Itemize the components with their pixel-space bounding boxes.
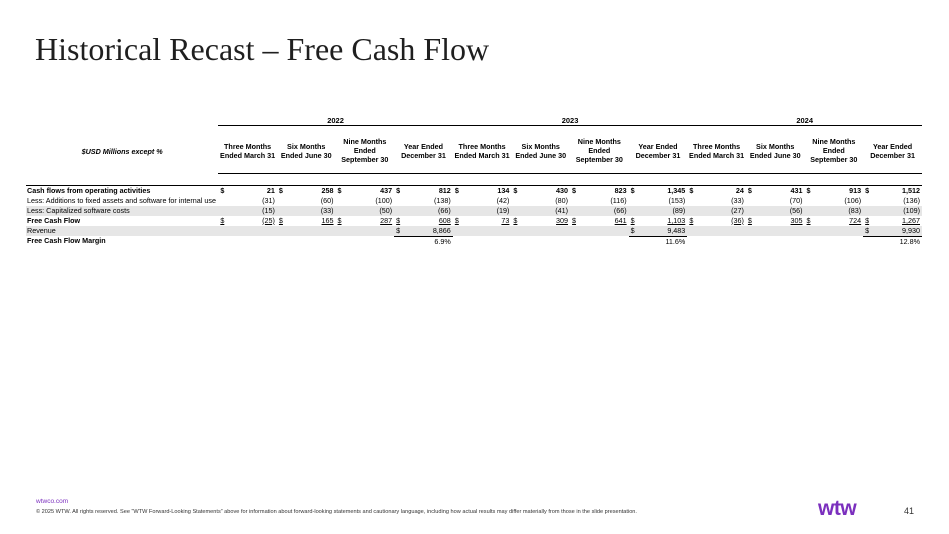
row-label: Cash flows from operating activities: [26, 185, 218, 196]
currency-symbol: $: [336, 185, 350, 196]
table-cell: (106): [844, 195, 862, 205]
currency-symbol: $: [865, 215, 870, 225]
table-cell: 287: [380, 215, 393, 225]
table-cell: 6.9%: [434, 236, 451, 246]
table-cell: 9,483: [643, 226, 687, 237]
table-row-cfo: [26, 185, 922, 196]
period-header: Six Months Ended June 30: [511, 129, 570, 173]
table-cell: 1,345: [643, 185, 687, 196]
table-cell: (100): [375, 195, 393, 205]
year-header-row: [26, 113, 922, 125]
table-cell: 134: [467, 185, 511, 196]
currency-symbol: $: [805, 185, 819, 196]
table-cell: 1,103: [667, 215, 686, 225]
table-cell: (25): [262, 215, 275, 225]
table-cell: 641: [614, 215, 627, 225]
table-cell: 24: [702, 185, 746, 196]
currency-symbol: $: [806, 215, 811, 225]
table-cell: 309: [556, 215, 569, 225]
table-cell: 9,930: [878, 226, 922, 237]
table-cell: 608: [438, 215, 451, 225]
page-title: Historical Recast – Free Cash Flow: [35, 31, 490, 67]
currency-symbol: $: [570, 185, 584, 196]
table-cell: 1,267: [902, 215, 920, 225]
currency-symbol: $: [220, 215, 225, 225]
table-cell: 823: [584, 185, 628, 196]
period-header: Year Ended December 31: [863, 129, 922, 173]
table-cell: 258: [291, 185, 335, 196]
currency-symbol: $: [572, 215, 577, 225]
row-label: Free Cash Flow Margin: [27, 236, 106, 246]
table-cell: 437: [350, 185, 394, 196]
footer-legal-text: © 2025 WTW. All rights reserved. See “WTW Forward-Looking Statements” above for information about forward-looking statements and cautionary language, including how actual results may differ materially from those in the slide presentation.: [36, 509, 637, 515]
row-label: Less: Additions to fixed assets and software for internal use: [27, 195, 216, 205]
table-cell: 724: [849, 215, 862, 225]
period-header-row: [26, 129, 922, 173]
table-cell: (153): [668, 195, 686, 205]
currency-symbol: $: [396, 215, 401, 225]
period-header: Nine Months Ended September 30: [336, 129, 395, 173]
table-cell: (80): [555, 195, 569, 205]
currency-symbol: $: [278, 215, 283, 225]
currency-symbol: $: [277, 185, 291, 196]
table-cell: 431: [760, 185, 804, 196]
year-header-2022: 2022: [218, 113, 453, 125]
table-row-capex: [26, 196, 922, 206]
table-cell: (19): [467, 206, 511, 216]
currency-symbol: $: [337, 215, 342, 225]
table-cell: (33): [291, 206, 335, 216]
table-cell: 73: [501, 215, 510, 225]
table-cell: (66): [409, 206, 453, 216]
currency-symbol: $: [218, 185, 232, 196]
table-cell: 12.8%: [899, 236, 920, 246]
free-cash-flow-table: [26, 113, 922, 247]
table-cell: (42): [496, 195, 510, 205]
currency-symbol: $: [747, 215, 752, 225]
table-cell: 812: [409, 185, 453, 196]
table-cell: (109): [878, 206, 922, 216]
period-header: Three Months Ended March 31: [453, 129, 512, 173]
table-cell: (60): [320, 195, 334, 205]
row-label: Free Cash Flow: [27, 215, 81, 225]
table-cell: (70): [789, 195, 803, 205]
period-header: Three Months Ended March 31: [218, 129, 277, 173]
footer-url[interactable]: wtwco.com: [36, 498, 69, 505]
table-cell: (50): [350, 206, 394, 216]
period-header: Six Months Ended June 30: [746, 129, 805, 173]
year-header-2024: 2024: [687, 113, 922, 125]
currency-symbol: $: [746, 185, 760, 196]
currency-symbol: $: [629, 185, 643, 196]
period-header: Nine Months Ended September 30: [805, 129, 864, 173]
currency-symbol: $: [629, 226, 643, 237]
table-cell: (31): [262, 195, 275, 205]
table-cell: (33): [731, 195, 744, 205]
currency-symbol: $: [630, 215, 635, 225]
table-cell: 1,512: [878, 185, 922, 196]
currency-symbol: $: [513, 215, 518, 225]
table-cell: (66): [584, 206, 628, 216]
currency-symbol: $: [453, 185, 467, 196]
table-cell: 430: [526, 185, 570, 196]
year-header-2023: 2023: [453, 113, 688, 125]
period-header: Year Ended December 31: [629, 129, 688, 173]
currency-symbol: $: [689, 215, 694, 225]
page-number: 41: [904, 506, 915, 516]
currency-symbol: $: [454, 215, 459, 225]
unit-label: $USD Millions except %: [81, 146, 163, 156]
currency-symbol: $: [394, 226, 408, 237]
currency-symbol: $: [511, 185, 525, 196]
table-cell: (41): [526, 206, 570, 216]
table-cell: (89): [643, 206, 687, 216]
currency-symbol: $: [687, 185, 701, 196]
table-row-capitalized-software: [26, 206, 922, 216]
row-label: Less: Capitalized software costs: [26, 206, 218, 216]
table-cell: 305: [790, 215, 803, 225]
table-cell: (36): [731, 215, 744, 225]
period-header: Six Months Ended June 30: [277, 129, 336, 173]
table-cell: (15): [233, 206, 277, 216]
period-header: Year Ended December 31: [394, 129, 453, 173]
table-cell: (116): [610, 195, 627, 205]
currency-symbol: $: [863, 185, 877, 196]
table-cell: 913: [819, 185, 863, 196]
table-row-free-cash-flow: [26, 216, 922, 226]
row-label: Revenue: [26, 226, 218, 237]
table-cell: (56): [760, 206, 804, 216]
table-row-fcf-margin: [26, 236, 922, 247]
period-header: Nine Months Ended September 30: [570, 129, 629, 173]
table-cell: (138): [434, 195, 451, 205]
table-cell: 8,866: [409, 226, 453, 237]
currency-symbol: $: [863, 226, 877, 237]
table-row-revenue: [26, 226, 922, 237]
wtw-logo: wtw: [818, 497, 857, 520]
table-cell: 11.6%: [665, 236, 686, 246]
currency-symbol: $: [394, 185, 408, 196]
table-cell: 165: [321, 215, 334, 225]
table-cell: 21: [233, 185, 277, 196]
table-cell: (136): [903, 195, 920, 205]
table-cell: (83): [819, 206, 863, 216]
table-cell: (27): [702, 206, 746, 216]
period-header: Three Months Ended March 31: [687, 129, 746, 173]
